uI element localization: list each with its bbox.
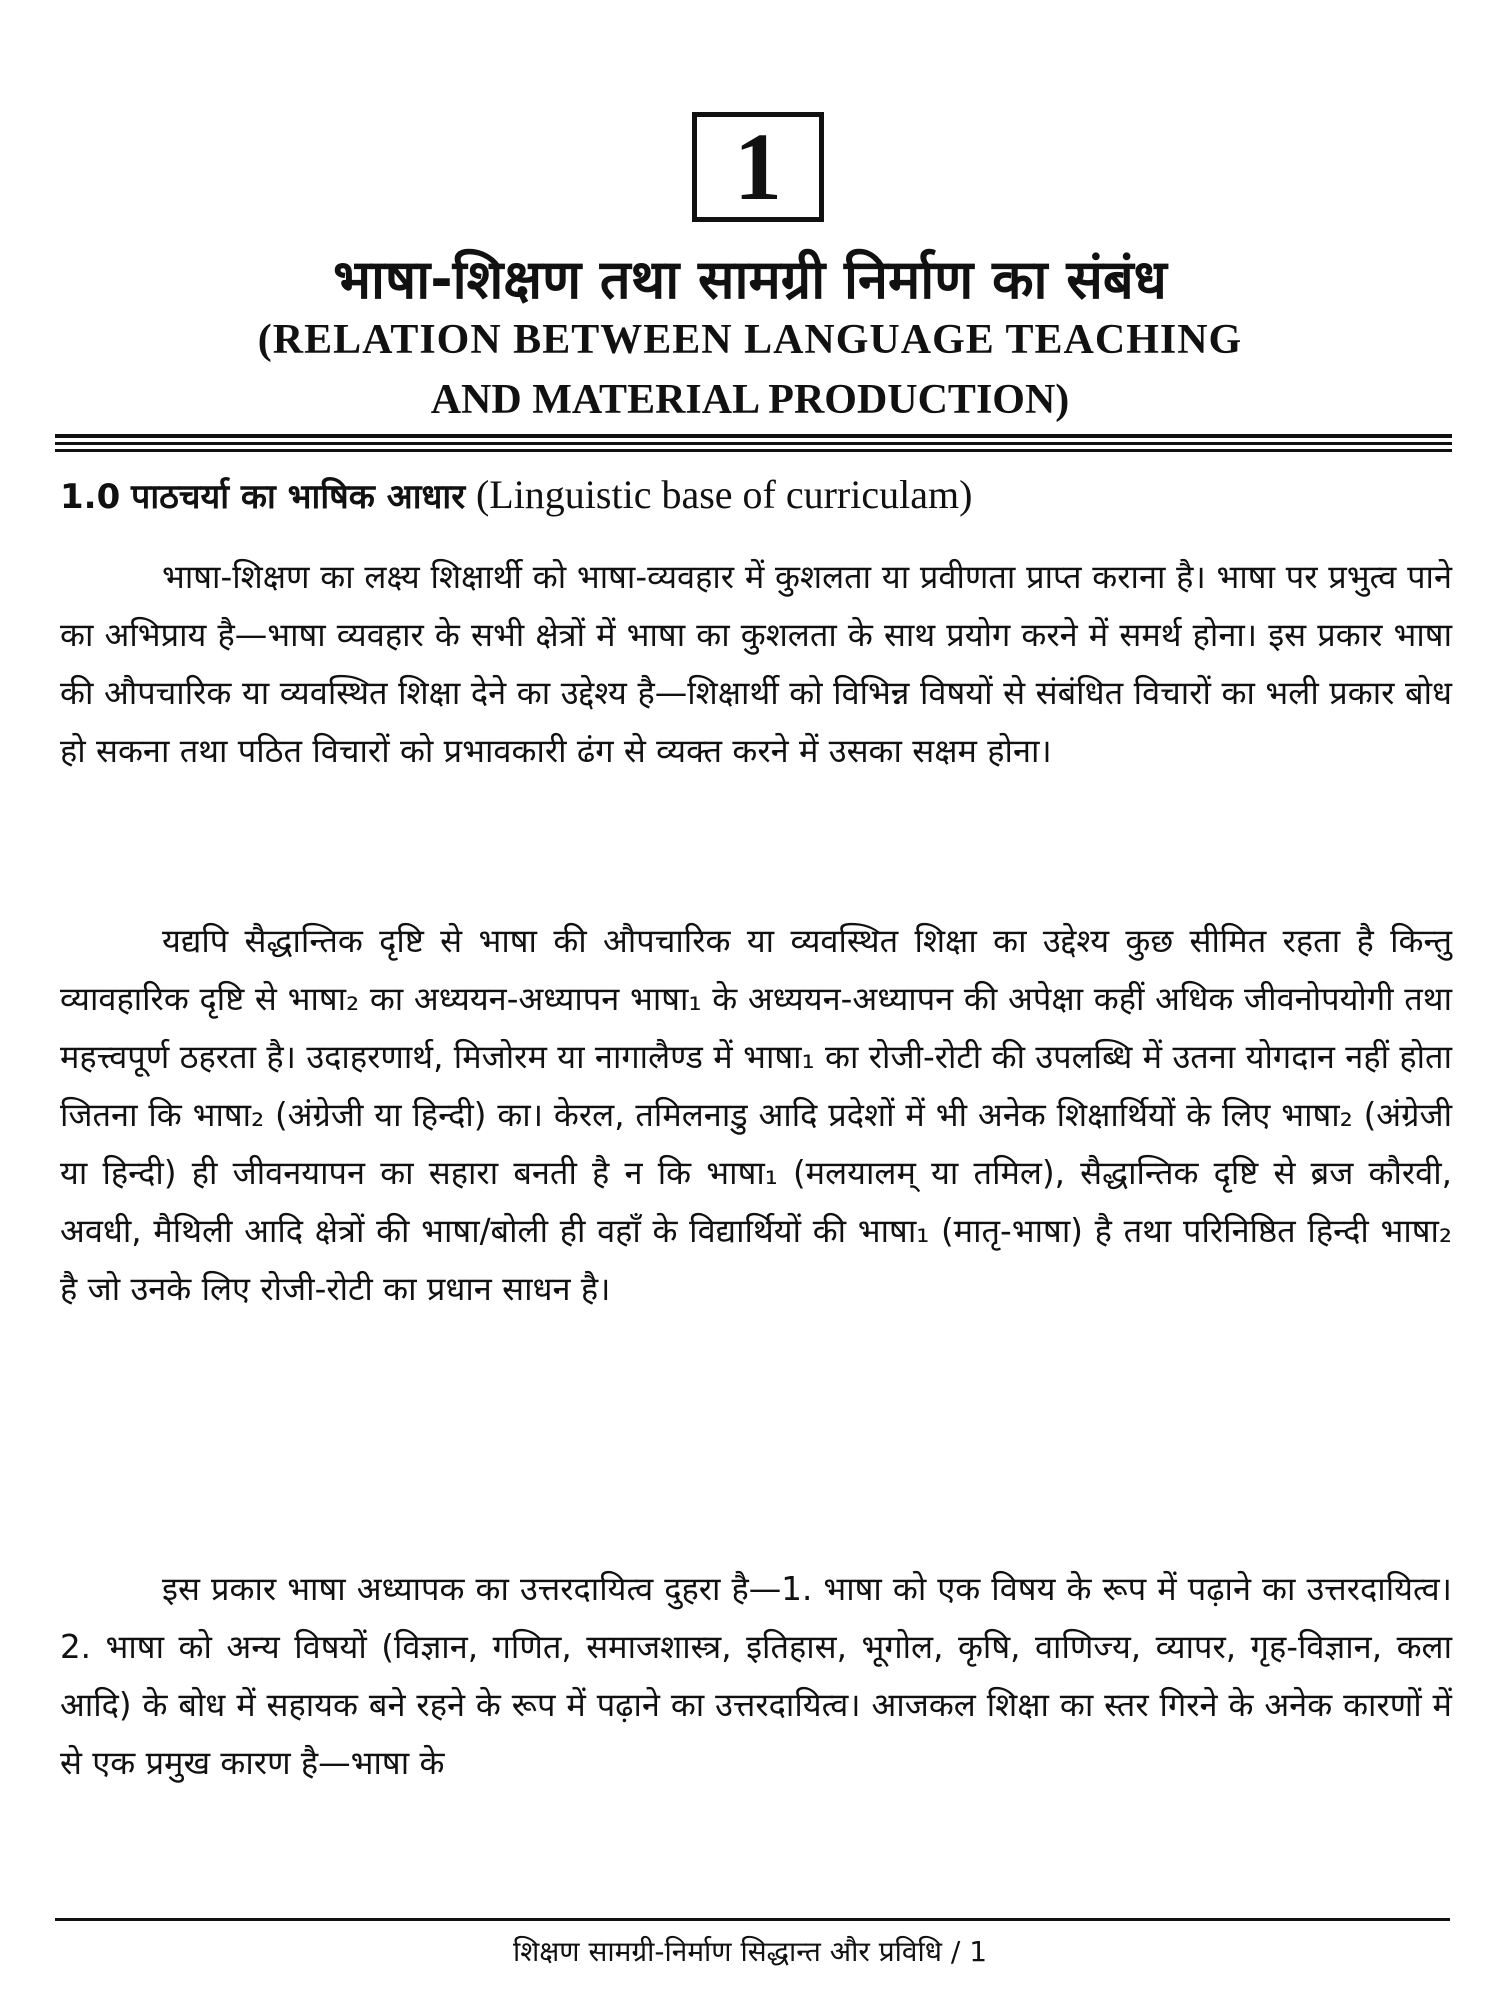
chapter-title-english-line-2: AND MATERIAL PRODUCTION): [430, 377, 1070, 423]
body-paragraph-3: इस प्रकार भाषा अध्यापक का उत्तरदायित्व दुहरा है—1. भाषा को एक विषय के रूप में पढ़ाने का उत्तरदायित्व। 2. भाषा को अन्य विषयों (विज्ञान, गणित, समाजशास्त्र, इतिहास, भूगोल, कृषि, वाणिज्य, व्यापर, गृह-विज्ञान, कला आदि) के बोध में सहायक बने रहने के रूप में पढ़ाने का उत्तरदायित्व। आजकल शिक्षा का स्तर गिरने के अनेक कारणों में से एक प्रमुख कारण है—भाषा के: [60, 1570, 1452, 1782]
title-divider-top: [55, 434, 1452, 438]
footer-divider: [55, 1918, 1450, 1921]
chapter-number: 1: [734, 113, 782, 220]
body-paragraph-1: भाषा-शिक्षण का लक्ष्य शिक्षार्थी को भाषा-व्यवहार में कुशलता या प्रवीणता प्राप्त कराना है। भाषा पर प्रभुत्व पाने का अभिप्राय है—भाषा व्यवहार के सभी क्षेत्रों में भाषा का कुशलता के साथ प्रयोग करने में समर्थ होना। इस प्रकार भाषा की औपचारिक या व्यवस्थित शिक्षा देने का उद्देश्य है—शिक्षार्थी को विभिन्न विषयों से संबंधित विचारों का भली प्रकार बोध हो सकना तथा पठित विचारों को प्रभावकारी ढंग से व्यक्त करने में उसका सक्षम होना।: [60, 558, 1452, 770]
footer-separator: /: [950, 1935, 961, 1968]
title-divider-bottom: [55, 449, 1452, 452]
section-title-hindi: पाठचर्या का भाषिक आधार: [131, 477, 466, 517]
page-footer: [0, 1932, 1500, 1972]
section-number: 1.0: [60, 477, 121, 517]
title-divider-middle: [55, 442, 1452, 445]
section-title-english: (Linguistic base of curriculam): [475, 472, 973, 517]
footer-book-title: शिक्षण सामग्री-निर्माण सिद्धान्त और प्रविधि: [512, 1935, 942, 1968]
body-paragraph-2: यद्यपि सैद्धान्तिक दृष्टि से भाषा की औपचारिक या व्यवस्थित शिक्षा का उद्देश्य कुछ सीमित रहता है किन्तु व्यावहारिक दृष्टि से भाषा₂ का अध्ययन-अध्यापन भाषा₁ के अध्ययन-अध्यापन की अपेक्षा कहीं अधिक जीवनोपयोगी तथा महत्त्वपूर्ण ठहरता है। उदाहरणार्थ, मिजोरम या नागालैण्ड में भाषा₁ का रोजी-रोटी की उपलब्धि में उतना योगदान नहीं होता जितना कि भाषा₂ (अंग्रेजी या हिन्दी) का। केरल, तमिलनाडु आदि प्रदेशों में भी अनेक शिक्षार्थियों के लिए भाषा₂ (अंग्रेजी या हिन्दी) ही जीवनयापन का सहारा बनती है न कि भाषा₁ (मलयालम् या तमिल), सैद्धान्तिक दृष्टि से ब्रज कौरवी, अवधी, मैथिली आदि क्षेत्रों की भाषा/बोली ही वहाँ के विद्यार्थियों की भाषा₁ (मातृ-भाषा) है तथा परिनिष्ठित हिन्दी भाषा₂ है जो उनके लिए रोजी-रोटी का प्रधान साधन है।: [60, 922, 1452, 1308]
chapter-title-hindi: भाषा-शिक्षण तथा सामग्री निर्माण का संबंध: [333, 248, 1167, 311]
footer-page-number: 1: [969, 1935, 988, 1968]
chapter-number-box: [692, 112, 824, 222]
section-heading: [60, 468, 1450, 524]
chapter-title-english-line-1: (RELATION BETWEEN LANGUAGE TEACHING: [257, 317, 1243, 363]
